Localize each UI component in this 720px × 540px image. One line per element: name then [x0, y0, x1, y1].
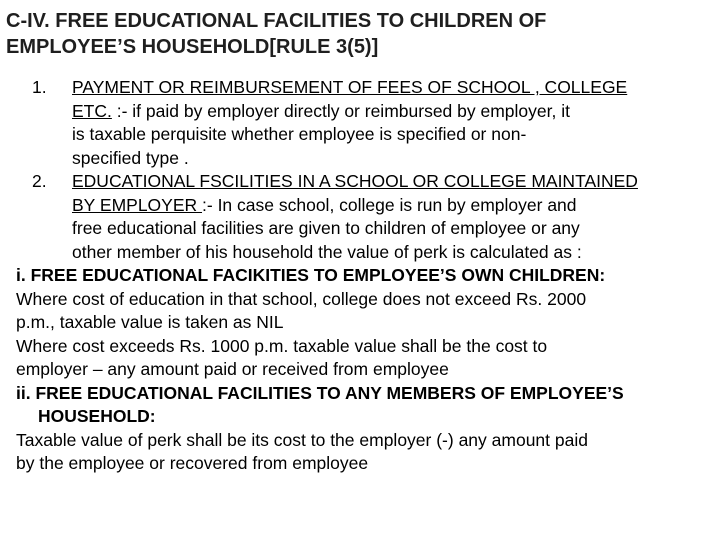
section-i-line: p.m., taxable value is taken as NIL [16, 312, 284, 332]
content-body [16, 76, 712, 476]
item-text-line: other member of his household the value of perk is calculated as : [72, 241, 582, 262]
section-i-heading: i. FREE EDUCATIONAL FACIKITIES TO EMPLOYEE’S OWN CHILDREN: [16, 265, 606, 285]
section-ii-line: by the employee or recovered from employee [16, 453, 369, 473]
section-i [16, 264, 712, 382]
list-number: 2. [32, 171, 47, 191]
page-title [6, 8, 706, 60]
item-text-line: is taxable perquisite whether employee is specified or non- [72, 124, 527, 144]
item-heading-line: EDUCATIONAL FSCILITIES IN A SCHOOL OR COLLEGE MAINTAINED [72, 171, 638, 191]
item-text-line: :- In case school, college is run by employer and [202, 194, 577, 215]
title-line-2: EMPLOYEE’S HOUSEHOLD[RULE 3(5)] [6, 36, 379, 58]
list-item-1 [32, 76, 712, 170]
item-heading-line: PAYMENT OR REIMBURSEMENT OF FEES OF SCHOOL , COLLEGE [72, 77, 628, 97]
section-i-line: Where cost of education in that school, college does not exceed Rs. 2000 [16, 288, 587, 309]
section-ii [16, 382, 712, 476]
list-number: 1. [32, 77, 47, 97]
item-heading-line: BY EMPLOYER [72, 194, 203, 215]
section-ii-line: Taxable value of perk shall be its cost to the employer (-) any amount paid [16, 429, 588, 450]
item-text-line: specified type . [72, 147, 189, 168]
section-i-line: employer – any amount paid or received from employee [16, 359, 449, 379]
section-ii-heading: ii. FREE EDUCATIONAL FACILITIES TO ANY MEMBERS OF EMPLOYEE’S [16, 382, 624, 403]
item-text-line: free educational facilities are given to children of employee or any [72, 218, 580, 238]
item-heading-line: ETC. [72, 100, 112, 121]
section-ii-heading: HOUSEHOLD: [38, 406, 156, 426]
section-i-line: Where cost exceeds Rs. 1000 p.m. taxable value shall be the cost to [16, 335, 548, 356]
list-item-2 [32, 170, 712, 264]
item-text-line: :- if paid by employer directly or reimbursed by employer, it [111, 100, 570, 121]
title-line-1: C-IV. FREE EDUCATIONAL FACILITIES TO CHILDREN OF [6, 10, 547, 32]
